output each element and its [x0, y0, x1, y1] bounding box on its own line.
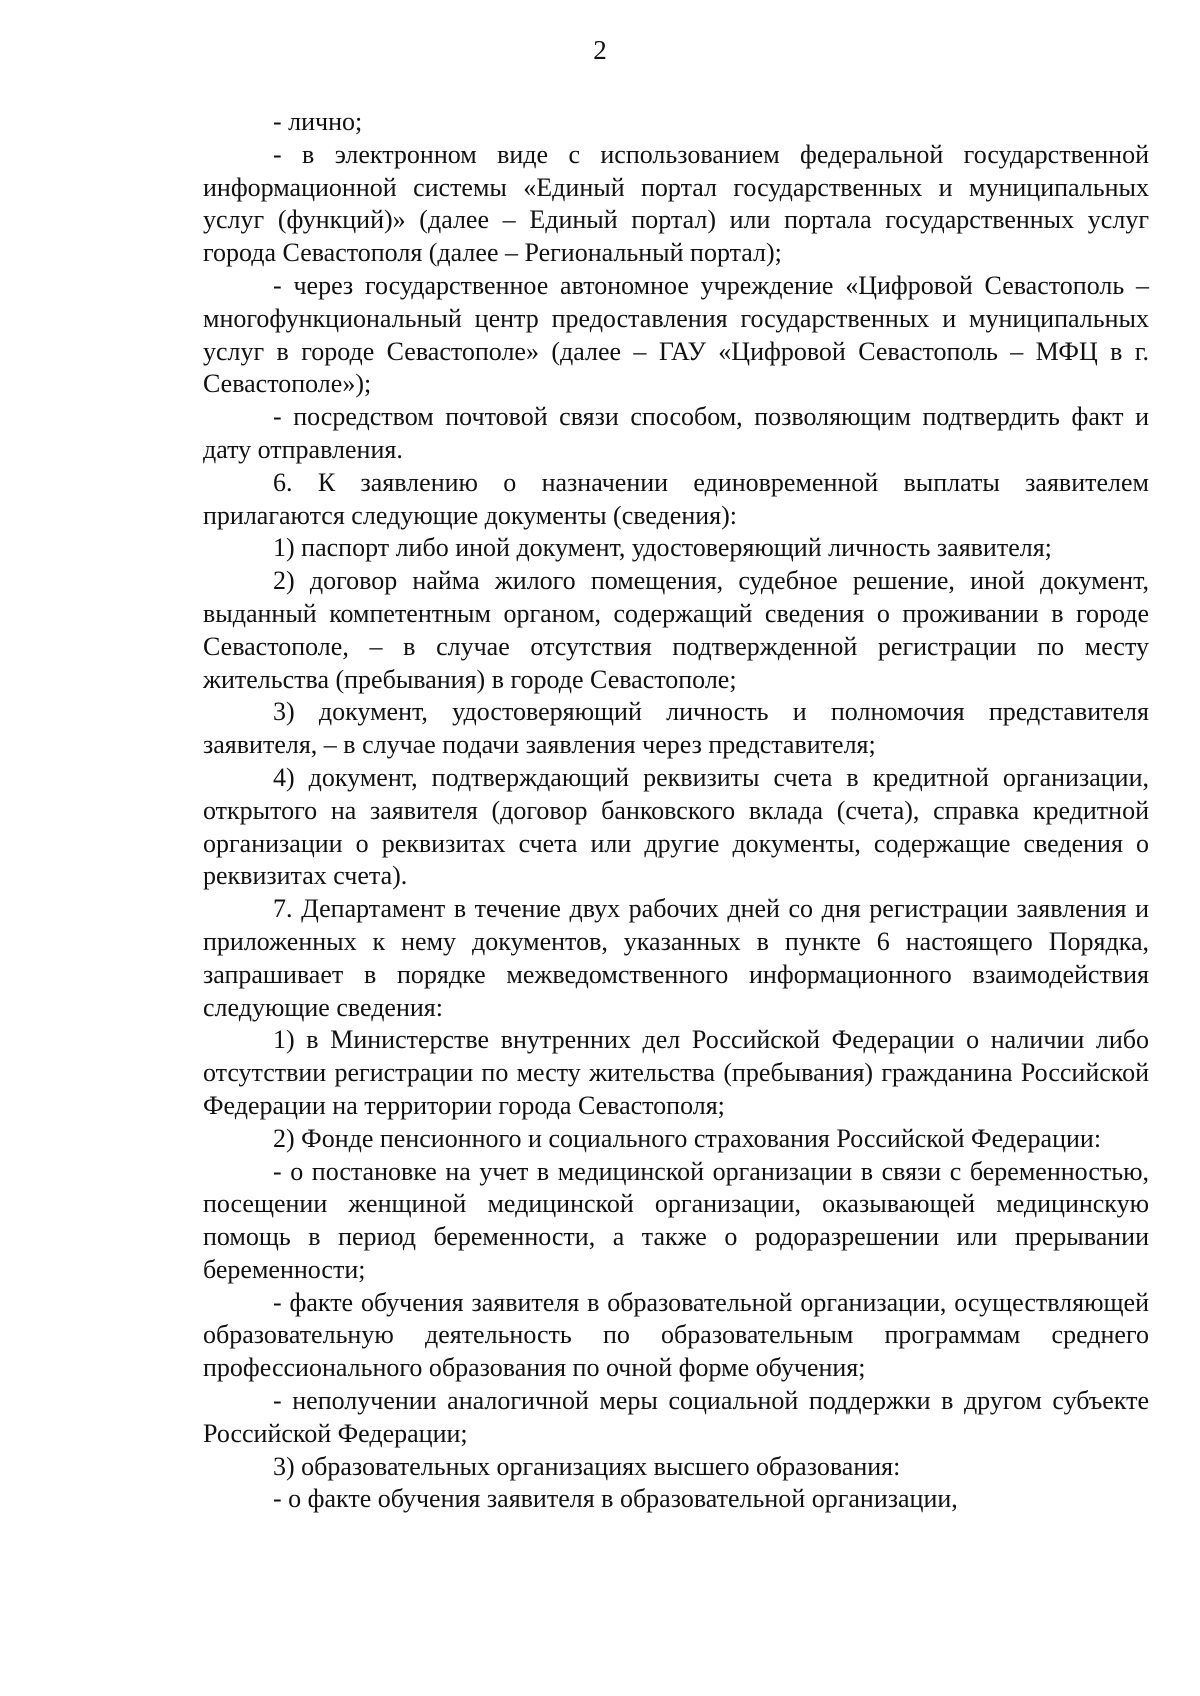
paragraph-postal: - посредством почтовой связи способом, позволяющим подтвердить факт и дату отправления.	[203, 402, 1149, 464]
paragraph-7-2-education: - факте обучения заявителя в образовательной организации, осуществляющей образовательную деятельность по образовательным программам среднего профессионального образования по очной форме обучения;	[203, 1287, 1149, 1383]
paragraph-6-2: 2) договор найма жилого помещения, судебное решение, иной документ, выданный компетентным органом, содержащий сведения о проживании в городе Севастополе, – в случае отсутствия подтвержденной регистрации по месту жительства (пребывания) в городе Севастополе;	[203, 566, 1149, 694]
paragraph-7-2: 2) Фонде пенсионного и социального страхования Российской Федерации:	[273, 1123, 1102, 1153]
paragraph-item-7: 7. Департамент в течение двух рабочих дней со дня регистрации заявления и приложенных к нему документов, указанных в пункте 6 настоящего Порядка, запрашивает в порядке межведомственного информационного взаимодействия следующие сведения:	[203, 894, 1149, 1022]
paragraph-6-1: 1) паспорт либо иной документ, удостоверяющий личность заявителя;	[273, 533, 1052, 563]
page-number: 2	[593, 35, 607, 65]
document-body	[203, 106, 1149, 1516]
paragraph-7-3-education: - о факте обучения заявителя в образовательной организации,	[273, 1484, 958, 1514]
paragraph-item-6: 6. К заявлению о назначении единовременной выплаты заявителем прилагаются следующие документы (сведения):	[203, 467, 1149, 530]
paragraph-7-2-non-receipt: - неполучении аналогичной меры социальной поддержки в другом субъекте Российской Федерации;	[203, 1386, 1149, 1448]
paragraph-6-4: 4) документ, подтверждающий реквизиты счета в кредитной организации, открытого на заявителя (договор банковского вклада (счета), справка кредитной организации о реквизитах счета или другие документы, содержащие сведения о реквизитах счета).	[203, 762, 1149, 891]
paragraph-electronic: - в электронном виде с использованием федеральной государственной информационной системы «Единый портал государственных и муниципальных услуг (функций)» (далее – Единый портал) или портала государственных услуг города Севастополя (далее – Региональный портал);	[203, 139, 1149, 268]
paragraph-6-3: 3) документ, удостоверяющий личность и полномочия представителя заявителя, – в случае подачи заявления через представителя;	[203, 697, 1149, 760]
paragraph-7-1: 1) в Министерстве внутренних дел Российской Федерации о наличии либо отсутствии регистрации по месту жительства (пребывания) гражданина Российской Федерации на территории города Севастополя;	[203, 1025, 1149, 1120]
paragraph-in-person: - лично;	[273, 107, 363, 136]
paragraph-7-3: 3) образовательных организациях высшего образования:	[273, 1451, 901, 1481]
paragraph-mfc: - через государственное автономное учреждение «Цифровой Севастополь – многофункциональный центр предоставления государственных и муниципальных услуг в городе Севастополе» (далее – ГАУ «Цифровой Севастополь – МФЦ в г. Севастополе»);	[203, 270, 1149, 399]
paragraph-7-2-pregnancy: - о постановке на учет в медицинской организации в связи с беременностью, посещении женщиной медицинской организации, оказывающей медицинскую помощь в период беременности, а также о родоразрешении или прерывании беременности;	[203, 1156, 1149, 1284]
